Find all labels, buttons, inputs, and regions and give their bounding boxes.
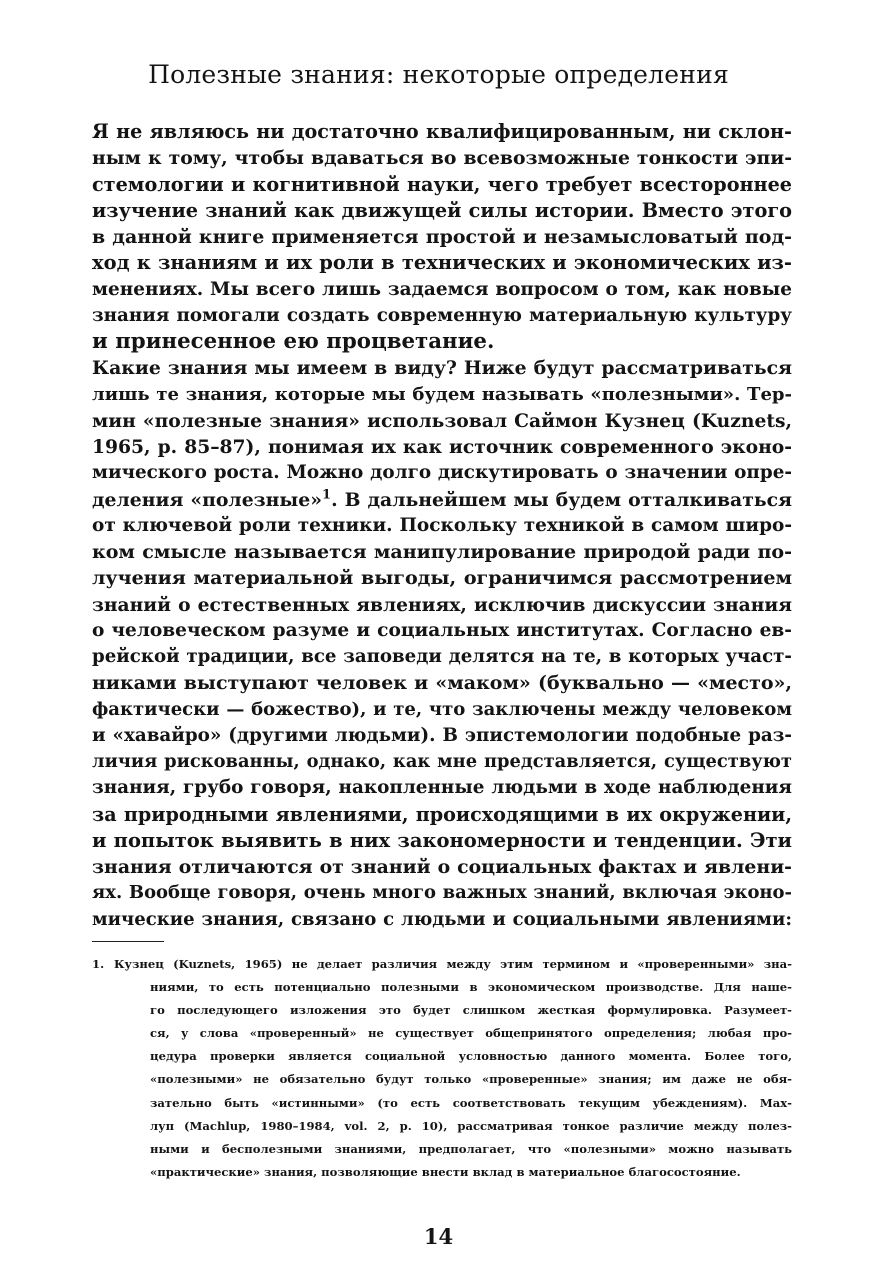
text-line-with-footnote [92, 487, 792, 513]
text-line: знания помогали создать современную материальную культуру [92, 304, 792, 326]
line-start: деления «полезные» [92, 488, 323, 511]
text-line: рейской традиции, все заповеди делятся на те, в которых участ- [92, 646, 792, 667]
footnote-line-text: Кузнец (Kuznets, 1965) не делает различия между этим термином и «проверенными» зна- [114, 957, 792, 971]
text-line: знания отличаются от знаний о социальных фактах и явлени- [92, 856, 792, 878]
paragraph-1 [92, 119, 792, 355]
text-line: изучение знаний как движущей силы истории. Вместо этого [92, 198, 792, 222]
text-line: мин «полезные знания» использовал Саймон Кузнец (Kuznets, [92, 409, 792, 432]
footnote-divider [92, 941, 164, 942]
footnote-line: ными и бесполезными знаниями, предполагает, что «полезными» можно называть [150, 1141, 792, 1156]
text-line: мические знания, связано с людьми и социальными явлениями: [92, 908, 792, 930]
text-line: от ключевой роли техники. Поскольку техникой в самом широ- [92, 514, 792, 536]
footnote-line [92, 953, 792, 976]
text-line: за природными явлениями, происходящими в их окружении, [92, 802, 792, 826]
body-text [92, 119, 792, 933]
text-line: ным к тому, чтобы вдаваться во всевозможные тонкости эпи- [92, 147, 792, 170]
footnote-line: зательно быть «истинными» (то есть соответствовать текущим убеждениям). Мах- [150, 1095, 792, 1110]
text-line: личия рискованны, однако, как мне представляется, существуют [92, 751, 792, 772]
text-line: стемологии и когнитивной науки, чего требует всестороннее [92, 172, 792, 196]
text-line: мического роста. Можно долго дискутировать о значении опре- [92, 462, 792, 484]
text-line: лучения материальной выгоды, ограничимся рассмотрением [92, 567, 792, 590]
section-heading: Полезные знания: некоторые определения [148, 60, 729, 89]
footnote-line: ся, у слова «проверенный» не существует общепринятого определения; любая про- [150, 1026, 792, 1041]
footnote-line: луп (Machlup, 1980–1984, vol. 2, p. 10), рассматривая тонкое различие между полез- [150, 1118, 792, 1133]
text-line: Я не являюсь ни достаточно квалифицированным, ни склон- [92, 120, 792, 143]
text-line: знания, грубо говоря, накопленные людьми в ходе наблюдения [92, 777, 792, 799]
text-line: никами выступают человек и «маком» (буквально — «место», [92, 672, 792, 695]
text-line: и попыток выявить в них закономерности и тенденции. Эти [92, 828, 792, 852]
text-line: ход к знаниям и их роли в технических и экономических из- [92, 251, 792, 275]
footnote-reference[interactable]: 1 [322, 487, 332, 503]
paragraph-2 [92, 355, 792, 933]
footnote-number: 1. [92, 957, 105, 971]
text-line: фактически — божество), и те, что заключены между человеком [92, 698, 792, 720]
text-line: и «хавайро» (другими людьми). В эпистемологии подобные раз- [92, 724, 792, 746]
text-line: 1965, p. 85–87), понимая их как источник современного эконо- [92, 436, 792, 458]
footnote-line: цедура проверки является социальной условностью данного момента. Более того, [150, 1049, 792, 1064]
text-line: ях. Вообще говоря, очень много важных знаний, включая эконо- [92, 882, 792, 904]
footnote-line: «практические» знания, позволяющие внести вклад в материальное благосостояние. [150, 1164, 741, 1179]
text-line: Какие знания мы имеем в виду? Ниже будут рассматриваться [92, 357, 792, 380]
page-number: 14 [423, 1224, 454, 1249]
footnote-line: го последующего изложения это будет слишком жесткая формулировка. Разумеет- [150, 1003, 792, 1018]
line-end: . В дальнейшем мы будем отталкиваться [331, 488, 792, 511]
footnote-line: «полезными» не обязательно будут только «проверенные» знания; им даже не обя- [150, 1072, 792, 1087]
footnote-line: ниями, то есть потенциально полезными в экономическом производстве. Для наше- [150, 980, 792, 995]
footnote [92, 953, 792, 1184]
text-line: лишь те знания, которые мы будем называть «полезными». Тер- [92, 383, 792, 405]
text-line: знаний о естественных явлениях, исключив дискуссии знания [92, 593, 792, 616]
text-line: в данной книге применяется простой и незамысловатый под- [92, 226, 792, 248]
text-line: о человеческом разуме и социальных институтах. Согласно ев- [92, 619, 792, 641]
text-line: ком смысле называется манипулирование природой ради по- [92, 541, 792, 563]
text-line: и принесенное ею процветание. [92, 329, 495, 354]
text-line: менениях. Мы всего лишь задаемся вопросом о том, как новые [92, 278, 792, 300]
